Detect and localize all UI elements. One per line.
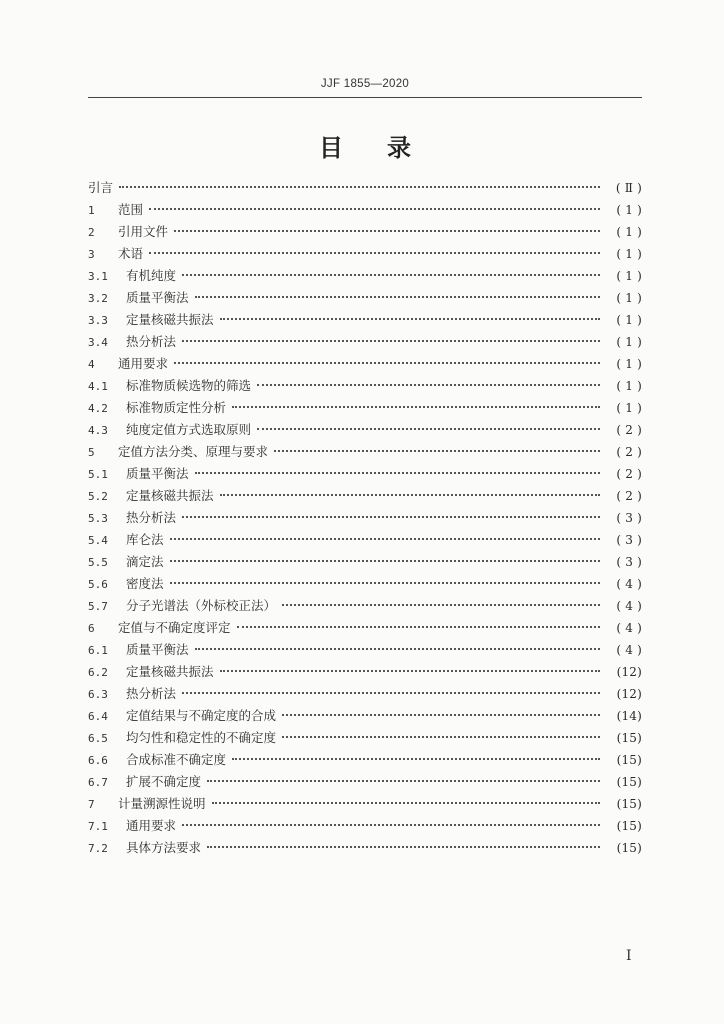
toc-entry-label: 标准物质定性分析	[126, 400, 227, 415]
toc-entry-label: 定量核磁共振法	[126, 488, 214, 503]
toc-entry-label: 标准物质候选物的筛选	[126, 378, 252, 393]
toc-entry-label: 术语	[118, 246, 144, 261]
dot-leader	[232, 406, 600, 408]
toc-entry-number: 5.4	[88, 534, 108, 547]
toc-entry-number: 6.3	[88, 688, 108, 701]
toc-entry-number: 2	[88, 226, 95, 239]
dot-leader	[282, 604, 600, 606]
toc-entry-label: 范围	[118, 202, 144, 217]
toc-entry	[88, 331, 642, 353]
toc-entry-number: 6.5	[88, 732, 108, 745]
toc-entry-number: 4	[88, 358, 95, 371]
toc-entry-label: 库仑法	[126, 532, 164, 547]
toc-entry-label: 定量核磁共振法	[126, 312, 214, 327]
toc-entry-number: 5.6	[88, 578, 108, 591]
toc-entry-label: 密度法	[126, 576, 164, 591]
dot-leader	[149, 252, 600, 254]
dot-leader	[182, 824, 600, 826]
dot-leader	[195, 296, 600, 298]
toc-entry	[88, 815, 642, 837]
toc-entry-number: 3.1	[88, 270, 108, 283]
dot-leader	[220, 494, 600, 496]
toc-entry-page: (15)	[616, 753, 642, 767]
toc-entry	[88, 243, 642, 265]
toc-entry-page: (12)	[616, 687, 642, 701]
toc-entry-label: 引言	[88, 180, 114, 195]
toc-entry	[88, 661, 642, 683]
toc-entry-page: ( 1 )	[616, 357, 642, 371]
toc-entry	[88, 705, 642, 727]
toc-entry	[88, 551, 642, 573]
toc-entry-page: ( 2 )	[616, 467, 642, 481]
toc-entry-number: 4.1	[88, 380, 108, 393]
toc-entry	[88, 683, 642, 705]
toc-entry	[88, 463, 642, 485]
toc-entry-page: ( 1 )	[616, 291, 642, 305]
dot-leader	[237, 626, 600, 628]
toc-entry-label: 通用要求	[118, 356, 169, 371]
toc-entry	[88, 749, 642, 771]
toc-entry	[88, 221, 642, 243]
toc-entry-label: 计量溯源性说明	[118, 796, 206, 811]
dot-leader	[257, 428, 600, 430]
dot-leader	[220, 670, 600, 672]
toc-entry-label: 均匀性和稳定性的不确定度	[126, 730, 277, 745]
dot-leader	[174, 230, 600, 232]
toc-entry	[88, 199, 642, 221]
toc-entry-page: ( 1 )	[616, 269, 642, 283]
toc-entry-number: 7	[88, 798, 95, 811]
toc-entry-label: 定量核磁共振法	[126, 664, 214, 679]
toc-entry-number: 3.3	[88, 314, 108, 327]
toc-entry	[88, 595, 642, 617]
toc-entry-number: 5.1	[88, 468, 108, 481]
toc-entry-page: ( 1 )	[616, 225, 642, 239]
dot-leader	[182, 692, 600, 694]
dot-leader	[232, 758, 600, 760]
dot-leader	[212, 802, 600, 804]
toc-entry	[88, 309, 642, 331]
toc-entry-label: 热分析法	[126, 686, 177, 701]
dot-leader	[170, 582, 600, 584]
toc-entry	[88, 573, 642, 595]
toc-entry-label: 纯度定值方式选取原则	[126, 422, 252, 437]
toc-entry-label: 质量平衡法	[126, 466, 189, 481]
toc-entry	[88, 727, 642, 749]
dot-leader	[182, 340, 600, 342]
toc-entry-page: ( Ⅱ )	[615, 181, 642, 195]
toc-entry-number: 5.3	[88, 512, 108, 525]
toc-entry-label: 滴定法	[126, 554, 164, 569]
toc-entry-number: 5	[88, 446, 95, 459]
toc-entry-page: (14)	[616, 709, 642, 723]
dot-leader	[182, 516, 600, 518]
toc-entry-page: (15)	[616, 797, 642, 811]
toc-entry-page: ( 3 )	[616, 511, 642, 525]
standard-code-header: JJF 1855—2020	[320, 78, 410, 90]
toc-entry-label: 定值方法分类、原理与要求	[118, 444, 269, 459]
toc-entry-page: ( 1 )	[616, 401, 642, 415]
toc-entry	[88, 375, 642, 397]
toc-entry-number: 6.7	[88, 776, 108, 789]
toc-entry-number: 5.7	[88, 600, 108, 613]
toc-entry-label: 有机纯度	[126, 268, 177, 283]
toc-entry-page: (15)	[616, 775, 642, 789]
toc-entry-label: 通用要求	[126, 818, 177, 833]
dot-leader	[195, 472, 600, 474]
toc-entry-page: ( 2 )	[616, 423, 642, 437]
toc-entry-number: 6.1	[88, 644, 108, 657]
dot-leader	[207, 780, 600, 782]
dot-leader	[207, 846, 600, 848]
toc-entry-number: 6.6	[88, 754, 108, 767]
toc-entry-label: 热分析法	[126, 334, 177, 349]
toc-entry-page: ( 4 )	[616, 621, 642, 635]
toc-entry-label: 合成标准不确定度	[126, 752, 227, 767]
toc-entry-page: ( 4 )	[616, 643, 642, 657]
toc-entry-label: 具体方法要求	[126, 840, 202, 855]
dot-leader	[182, 274, 600, 276]
toc-entry-number: 1	[88, 204, 95, 217]
toc-title-char-2: 录	[387, 134, 411, 162]
toc-entry-page: ( 2 )	[616, 445, 642, 459]
toc-entry	[88, 639, 642, 661]
toc-entry-page: ( 1 )	[616, 313, 642, 327]
toc-entry-page: ( 2 )	[616, 489, 642, 503]
toc-entry	[88, 397, 642, 419]
dot-leader	[274, 450, 600, 452]
toc-entry-number: 5.5	[88, 556, 108, 569]
toc-entry-page: (15)	[616, 841, 642, 855]
dot-leader	[170, 538, 600, 540]
toc-entry-page: ( 4 )	[616, 599, 642, 613]
toc-entry	[88, 507, 642, 529]
toc-entry-page: ( 3 )	[616, 555, 642, 569]
dot-leader	[195, 648, 600, 650]
toc-entry	[88, 617, 642, 639]
toc-title-char-1: 目	[319, 134, 343, 162]
toc-entry-page: ( 1 )	[616, 247, 642, 261]
toc-entry-number: 3.2	[88, 292, 108, 305]
toc-entry-number: 7.2	[88, 842, 108, 855]
dot-leader	[149, 208, 600, 210]
toc-entry-label: 扩展不确定度	[126, 774, 202, 789]
toc-entry-number: 5.2	[88, 490, 108, 503]
header-rule	[88, 97, 642, 98]
toc-entry-label: 定值结果与不确定度的合成	[126, 708, 277, 723]
dot-leader	[282, 736, 600, 738]
toc-entry	[88, 177, 642, 199]
toc-entry-label: 质量平衡法	[126, 642, 189, 657]
toc-entry-number: 6.2	[88, 666, 108, 679]
toc-entry-label: 热分析法	[126, 510, 177, 525]
toc-entry-number: 7.1	[88, 820, 108, 833]
dot-leader	[119, 186, 600, 188]
toc-entry-page: ( 1 )	[616, 203, 642, 217]
toc-entry	[88, 793, 642, 815]
toc-entry	[88, 353, 642, 375]
toc-entry-number: 6	[88, 622, 95, 635]
toc-entry	[88, 529, 642, 551]
toc-entry-label: 分子光谱法（外标校正法）	[126, 598, 277, 613]
dot-leader	[174, 362, 600, 364]
toc-title	[88, 128, 642, 163]
toc-entry-number: 6.4	[88, 710, 108, 723]
toc-entry-number: 3.4	[88, 336, 108, 349]
toc-entry	[88, 419, 642, 441]
toc-entry	[88, 771, 642, 793]
toc-entry	[88, 265, 642, 287]
dot-leader	[257, 384, 600, 386]
toc-entry	[88, 441, 642, 463]
toc-entry-number: 4.3	[88, 424, 108, 437]
toc-entry	[88, 485, 642, 507]
toc-entry	[88, 287, 642, 309]
toc-entry-page: (15)	[616, 731, 642, 745]
toc-entry-label: 引用文件	[118, 224, 169, 239]
toc-entry	[88, 837, 642, 859]
table-of-contents	[88, 177, 642, 859]
toc-entry-page: (12)	[616, 665, 642, 679]
dot-leader	[220, 318, 600, 320]
toc-entry-number: 4.2	[88, 402, 108, 415]
toc-entry-number: 3	[88, 248, 95, 261]
toc-entry-page: (15)	[616, 819, 642, 833]
page-number: Ⅰ	[626, 948, 632, 964]
dot-leader	[170, 560, 600, 562]
toc-entry-page: ( 1 )	[616, 379, 642, 393]
toc-entry-label: 质量平衡法	[126, 290, 189, 305]
toc-entry-label: 定值与不确定度评定	[118, 620, 231, 635]
toc-entry-page: ( 1 )	[616, 335, 642, 349]
dot-leader	[282, 714, 600, 716]
toc-entry-page: ( 4 )	[616, 577, 642, 591]
toc-entry-page: ( 3 )	[616, 533, 642, 547]
